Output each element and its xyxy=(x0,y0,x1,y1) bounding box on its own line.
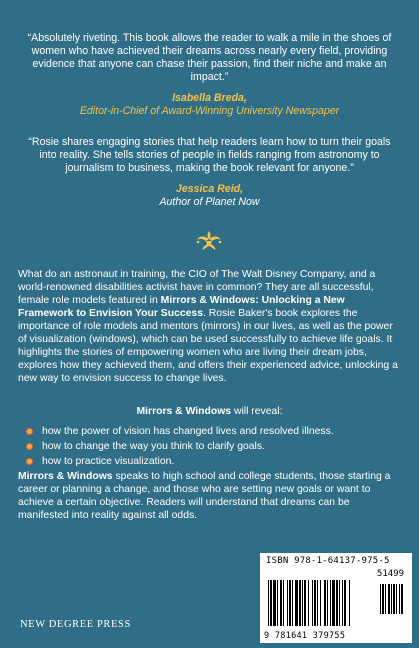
description-paragraph-1 xyxy=(18,268,401,385)
fleur-ornament-icon xyxy=(194,229,224,251)
text-run: will reveal: xyxy=(231,406,283,417)
quote-author: Isabella Breda, xyxy=(172,92,247,104)
price-code: 51499 xyxy=(376,569,404,579)
list-item xyxy=(24,440,334,454)
review-quote-2 xyxy=(20,136,399,209)
quote-author-title: Author of Planet Now xyxy=(159,196,260,208)
quote-author: Jessica Reid, xyxy=(175,183,244,195)
list-item-text: how to practice visualization. xyxy=(42,456,175,467)
barcode-bars xyxy=(268,580,404,628)
description-paragraph-2 xyxy=(18,470,401,522)
barcode-number: 9 781641 379755 xyxy=(264,631,346,641)
bullet-icon xyxy=(26,428,33,435)
bullet-icon xyxy=(26,443,33,450)
quote-text: “Absolutely riveting. This book allows the reader to walk a mile in the shoes of women who have achieved their dreams across nearly every field, providing evidence that anyone can chase their passion, find their niche and make an impact.” xyxy=(27,32,392,83)
isbn-barcode xyxy=(260,553,412,643)
reveal-heading xyxy=(0,406,419,417)
quote-author-title: Editor-in-Chief of Award-Winning University Newspaper xyxy=(79,105,340,117)
publisher-name: NEW DEGREE PRESS xyxy=(20,619,131,630)
book-title: Mirrors & Windows xyxy=(18,471,113,482)
book-title: Mirrors & Windows xyxy=(136,406,232,417)
text-run: What do an astronaut in training, the CIO of The Walt Disney Company, and a world-renowned disabilities activist have in common? They are all successful, female role models featured in xyxy=(18,269,376,306)
text-run: speaks to high school and college students, those starting a career or planning a change, and those who are setting new goals or want to achieve a certain objective. Readers will understand that dreams can be manifested into reality against all odds. xyxy=(18,471,391,521)
reveal-list xyxy=(24,425,334,470)
bullet-icon xyxy=(26,458,33,465)
list-item-text: how to change the way you think to clarify goals. xyxy=(42,441,265,452)
review-quote-1 xyxy=(20,32,399,118)
list-item-text: how the power of vision has changed lives and resolved illness. xyxy=(42,426,334,437)
text-run: . Rosie Baker's book explores the importance of role models and mentors (mirrors) in our lives, as well as the power of visualization (windows), which can be used successfully to achieve life goals. It highlights the stories of empowering women who are living their dream jobs, explores how they achieved them, and offers their experienced advice, unlocking a new way to envision success to change lives. xyxy=(18,308,398,384)
book-title: Mirrors & Windows: Unlocking a New Framework to Envision Your Success xyxy=(18,295,345,319)
quote-text: “Rosie shares engaging stories that help readers learn how to turn their goals into reality. She tells stories of people in fields ranging from astronomy to journalism to business, making the book relevant for anyone.” xyxy=(28,136,391,174)
list-item xyxy=(24,425,334,439)
list-item xyxy=(24,455,334,469)
isbn-text: ISBN 978-1-64137-975-5 xyxy=(266,556,390,566)
